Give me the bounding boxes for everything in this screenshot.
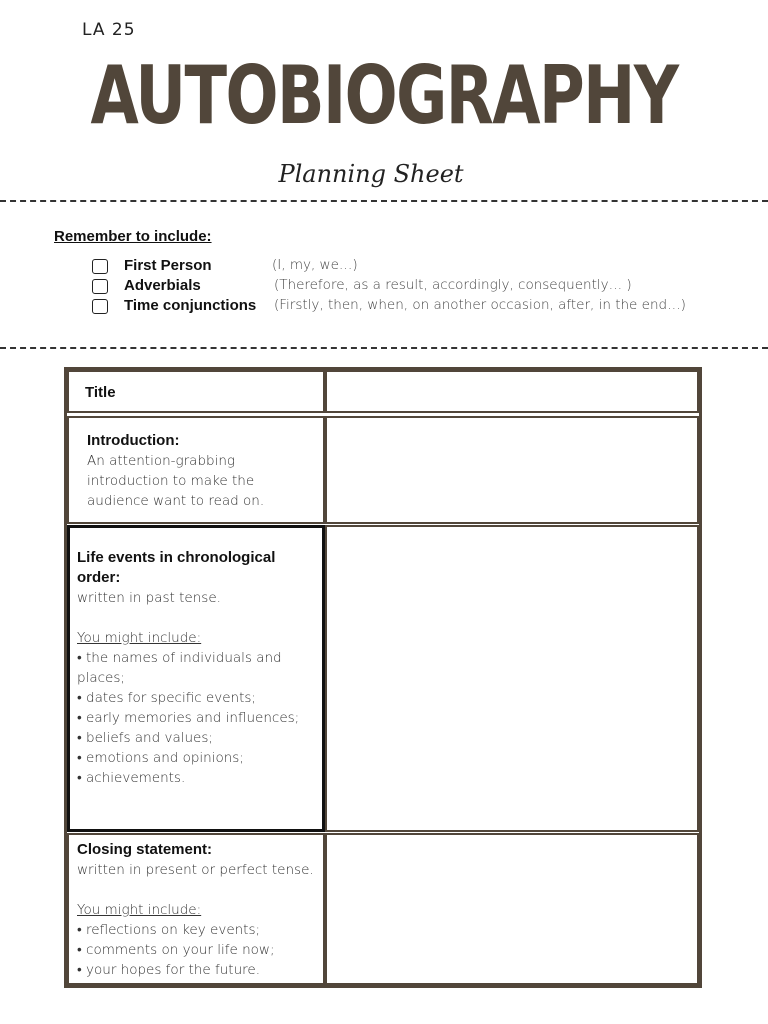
closing-label-cell xyxy=(67,833,325,985)
title-label: Title xyxy=(85,384,116,401)
checklist-item-label: Time conjunctions xyxy=(124,297,257,314)
closing-bullet: • reflections on key events; xyxy=(77,922,261,938)
checkbox[interactable] xyxy=(92,279,108,294)
closing-bullet: • comments on your life now; xyxy=(77,942,275,958)
checklist-item-label: First Person xyxy=(124,257,212,274)
life-events-label-line: Life events in chronological xyxy=(77,549,276,566)
remember-heading: Remember to include: xyxy=(54,228,212,245)
page-title: AUTOBIOGRAPHY xyxy=(90,49,678,142)
title-label-cell xyxy=(67,370,325,413)
checkbox[interactable] xyxy=(92,299,108,314)
checklist-item-examples: (I, my, we…) xyxy=(272,257,358,273)
life-events-bullet: • beliefs and values; xyxy=(77,730,213,746)
closing-bullet: • your hopes for the future. xyxy=(77,962,260,978)
checklist-item-examples: (Therefore, as a result, accordingly, consequently… ) xyxy=(274,277,632,293)
closing-label: Closing statement: xyxy=(77,841,213,858)
sheet-code: LA 25 xyxy=(82,20,136,40)
title-entry-cell[interactable] xyxy=(325,370,699,413)
page-subtitle: Planning Sheet xyxy=(278,160,464,188)
introduction-label-cell xyxy=(67,416,325,524)
introduction-desc-line: audience want to read on. xyxy=(87,493,265,509)
life-events-label-cell xyxy=(67,525,325,832)
introduction-desc-line: An attention-grabbing xyxy=(87,453,236,469)
closing-entry-cell[interactable] xyxy=(325,833,699,985)
planning-table xyxy=(64,367,702,988)
introduction-label: Introduction: xyxy=(87,432,180,449)
life-events-might-include: You might include: xyxy=(77,630,202,646)
life-events-label-line: order: xyxy=(77,569,121,586)
closing-might-include: You might include: xyxy=(77,902,202,918)
checklist-item-label: Adverbials xyxy=(124,277,201,294)
life-events-bullet: places; xyxy=(77,670,125,686)
introduction-entry-cell[interactable] xyxy=(325,416,699,524)
checklist-item-examples: (Firstly, then, when, on another occasion, after, in the end…) xyxy=(274,297,686,313)
life-events-bullet: • the names of individuals and xyxy=(77,650,282,666)
checkbox[interactable] xyxy=(92,259,108,274)
life-events-bullet: • dates for specific events; xyxy=(77,690,256,706)
life-events-tense: written in past tense. xyxy=(77,590,221,606)
life-events-bullet: • achievements. xyxy=(77,770,186,786)
life-events-entry-cell[interactable] xyxy=(325,525,699,832)
introduction-desc-line: introduction to make the xyxy=(87,473,255,489)
dashed-divider-top xyxy=(0,200,768,202)
closing-tense: written in present or perfect tense. xyxy=(77,862,314,878)
dashed-divider-bottom xyxy=(0,347,768,349)
life-events-bullet: • emotions and opinions; xyxy=(77,750,244,766)
life-events-bullet: • early memories and influences; xyxy=(77,710,300,726)
